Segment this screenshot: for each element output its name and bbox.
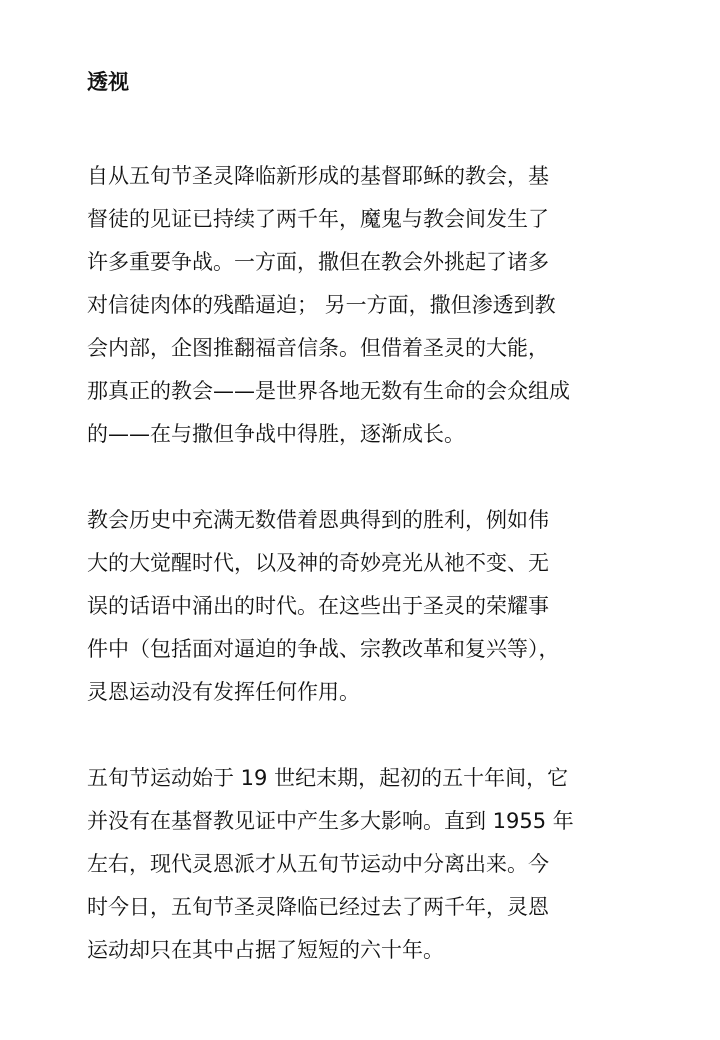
text-line: 会内部，企图推翻福音信条。但借着圣灵的大能， <box>87 336 549 360</box>
text-line: 督徒的见证已持续了两千年，魔鬼与教会间发生了 <box>87 207 549 231</box>
text-line: 那真正的教会——是世界各地无数有生命的会众组成 <box>87 379 570 403</box>
paragraph-1 <box>87 155 647 456</box>
text-line: 五旬节运动始于 19 世纪末期，起初的五十年间，它 <box>87 766 569 790</box>
text-line: 件中（包括面对逼迫的争战、宗教改革和复兴等）， <box>87 637 560 661</box>
document-page <box>87 64 647 972</box>
text-line: 自从五旬节圣灵降临新形成的基督耶稣的教会，基 <box>87 164 549 188</box>
text-line: 运动却只在其中占据了短短的六十年。 <box>87 938 444 962</box>
paragraph-2 <box>87 499 647 714</box>
text-line: 并没有在基督教见证中产生多大影响。直到 1955 年 <box>87 809 574 833</box>
text-line: 灵恩运动没有发挥任何作用。 <box>87 680 360 704</box>
text-line: 大的大觉醒时代，以及神的奇妙亮光从祂不变、无 <box>87 551 549 575</box>
document-title: 透视 <box>87 70 129 94</box>
text-line: 的——在与撒但争战中得胜，逐渐成长。 <box>87 422 465 446</box>
text-line: 误的话语中涌出的时代。在这些出于圣灵的荣耀事 <box>87 594 549 618</box>
text-line: 左右，现代灵恩派才从五旬节运动中分离出来。今 <box>87 852 549 876</box>
text-line: 时今日，五旬节圣灵降临已经过去了两千年，灵恩 <box>87 895 549 919</box>
paragraph-3 <box>87 757 647 972</box>
text-line: 许多重要争战。一方面，撒但在教会外挑起了诸多 <box>87 250 549 274</box>
text-line: 教会历史中充满无数借着恩典得到的胜利，例如伟 <box>87 508 549 532</box>
text-line: 对信徒肉体的残酷逼迫； 另一方面，撒但渗透到教 <box>87 293 556 317</box>
